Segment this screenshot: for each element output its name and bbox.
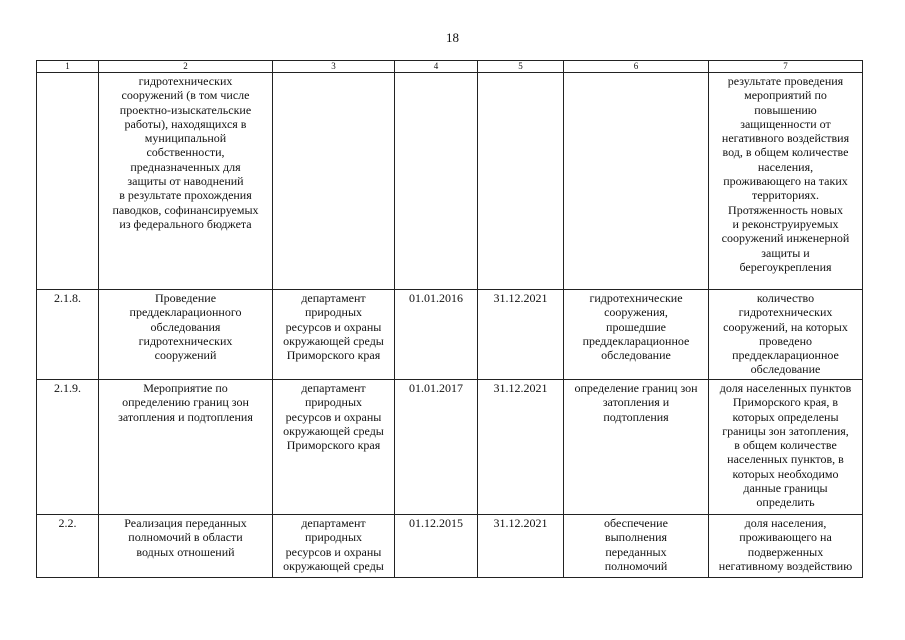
responsible-executor-cell: департамент природных ресурсов и охраны окружающей среды Приморского края bbox=[273, 290, 395, 380]
responsible-executor-cell bbox=[273, 73, 395, 290]
measure-name-cell: Реализация переданных полномочий в области водных отношений bbox=[99, 515, 273, 578]
row-number-cell: 2.1.9. bbox=[37, 380, 99, 515]
indicator-cell: результате проведения мероприятий по повышению защищенности от негативного воздействия вод, в общем количестве населения, проживающего на таких территориях. Протяженность новых и реконструируемых сооружений инженерной защиты и берегоукрепления bbox=[709, 73, 863, 290]
column-number-6: 6 bbox=[564, 61, 709, 73]
responsible-executor-cell: департамент природных ресурсов и охраны окружающей среды bbox=[273, 515, 395, 578]
row-number-cell: 2.1.8. bbox=[37, 290, 99, 380]
measure-name-cell: Мероприятие по определению границ зон затопления и подтопления bbox=[99, 380, 273, 515]
end-date-cell: 31.12.2021 bbox=[478, 515, 564, 578]
row-number-cell bbox=[37, 73, 99, 290]
column-number-5: 5 bbox=[478, 61, 564, 73]
indicator-cell: количество гидротехнических сооружений, на которых проведено преддекларационное обследование bbox=[709, 290, 863, 380]
column-number-7: 7 bbox=[709, 61, 863, 73]
indicator-cell: доля населенных пунктов Приморского края, в которых определены границы зон затопления, в общем количестве населенных пунктов, в которых необходимо данные границы определить bbox=[709, 380, 863, 515]
responsible-executor-cell: департамент природных ресурсов и охраны окружающей среды Приморского края bbox=[273, 380, 395, 515]
page-number: 18 bbox=[446, 30, 459, 45]
end-date-cell: 31.12.2021 bbox=[478, 380, 564, 515]
start-date-cell bbox=[395, 73, 478, 290]
measure-name-cell: гидротехнических сооружений (в том числе проектно-изыскательские работы), находящихся в муниципальной собственности, предназначенных для защиты от наводнений в результате прохождения паводков, софинансируемых из федерального бюджета bbox=[99, 73, 273, 290]
column-number-2: 2 bbox=[99, 61, 273, 73]
expected-result-cell: гидротехнические сооружения, прошедшие преддекларационное обследование bbox=[564, 290, 709, 380]
program-measures-table bbox=[36, 60, 863, 578]
expected-result-cell bbox=[564, 73, 709, 290]
expected-result-cell: обеспечение выполнения переданных полномочий bbox=[564, 515, 709, 578]
indicator-cell: доля населения, проживающего на подверженных негативному воздействию bbox=[709, 515, 863, 578]
table-row-continuation bbox=[37, 73, 863, 290]
row-number-cell: 2.2. bbox=[37, 515, 99, 578]
start-date-cell: 01.01.2016 bbox=[395, 290, 478, 380]
start-date-cell: 01.01.2017 bbox=[395, 380, 478, 515]
end-date-cell: 31.12.2021 bbox=[478, 290, 564, 380]
table-row-2-1-8 bbox=[37, 290, 863, 380]
measure-name-cell: Проведение преддекларационного обследования гидротехнических сооружений bbox=[99, 290, 273, 380]
column-number-3: 3 bbox=[273, 61, 395, 73]
end-date-cell bbox=[478, 73, 564, 290]
table-row-2-2 bbox=[37, 515, 863, 578]
expected-result-cell: определение границ зон затопления и подтопления bbox=[564, 380, 709, 515]
column-number-4: 4 bbox=[395, 61, 478, 73]
table-row-2-1-9 bbox=[37, 380, 863, 515]
start-date-cell: 01.12.2015 bbox=[395, 515, 478, 578]
column-number-1: 1 bbox=[37, 61, 99, 73]
table-header-row bbox=[37, 61, 863, 73]
